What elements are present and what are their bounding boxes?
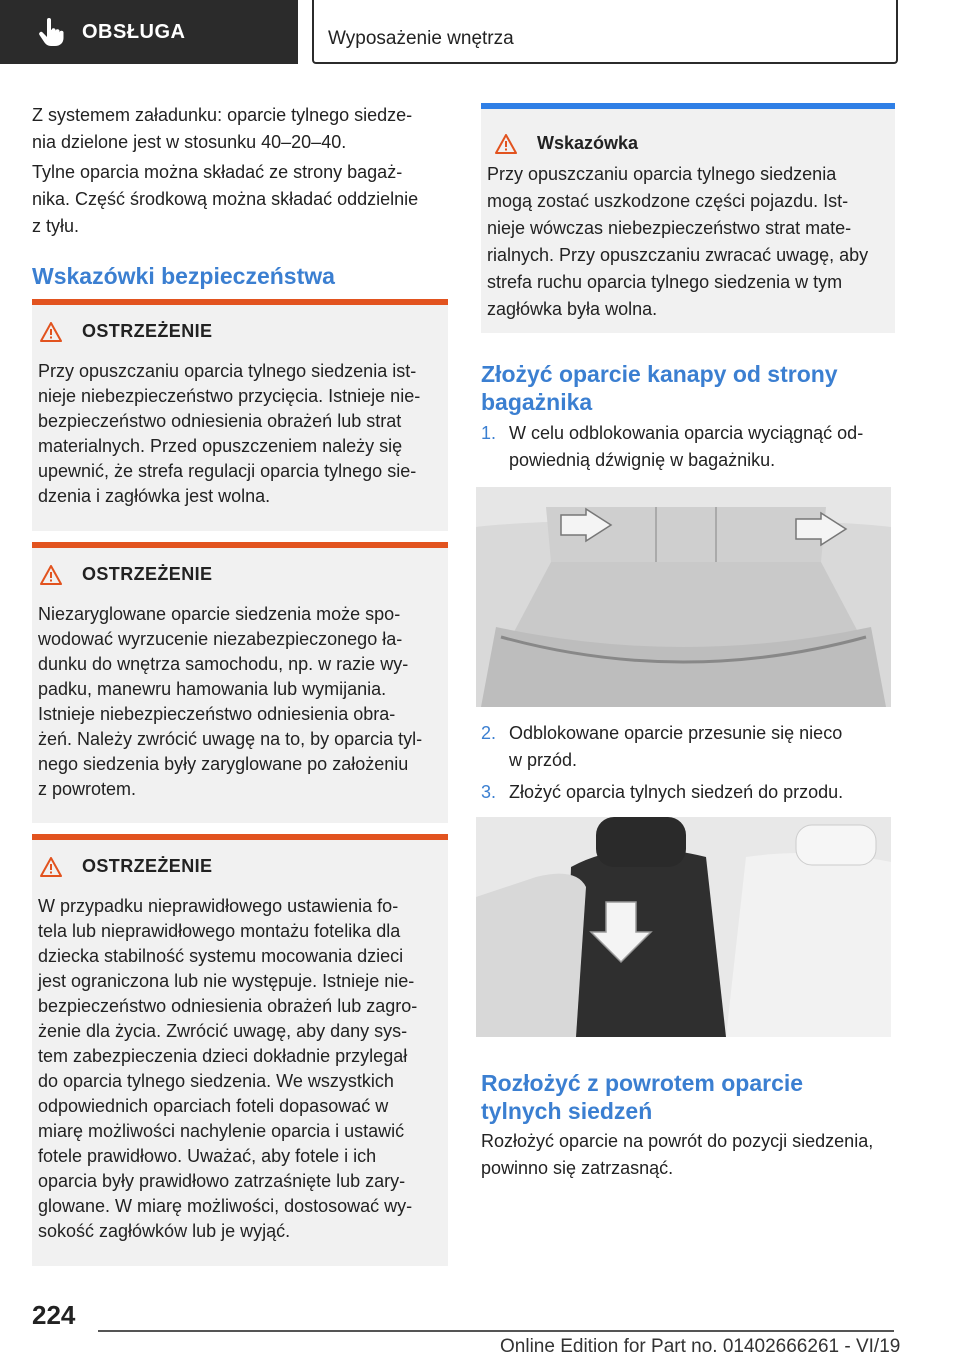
warning-triangle-icon	[40, 565, 62, 585]
warning-box	[32, 299, 448, 531]
page-number: 224	[32, 1300, 76, 1330]
chapter-title: Wyposażenie wnętrza	[328, 28, 514, 49]
trunk-image	[476, 487, 891, 707]
warning-bar	[32, 834, 448, 840]
warning-triangle-icon	[40, 322, 62, 342]
list-item	[481, 420, 895, 474]
step-list	[481, 720, 895, 806]
warning-header	[40, 321, 212, 342]
warning-title: OSTRZEŻENIE	[82, 564, 213, 584]
step-number: 2.	[481, 723, 497, 743]
step-text: Złożyć oparcia tylnych siedzeń do przodu.	[509, 782, 844, 802]
intro-paragraph-1: Z systemem załadunku: oparcie tylnego siedze‐ nia dzielone jest w stosunku 40–20–40.	[32, 105, 413, 152]
section-label: OBSŁUGA	[82, 20, 186, 43]
unfold-heading: Rozłożyć z powrotem oparcie tylnych siedzeń	[481, 1070, 804, 1124]
warning-title: OSTRZEŻENIE	[82, 321, 213, 341]
warning-text: Niezaryglowane oparcie siedzenia może spo‐ wodować wyrzucenie niezabezpieczonego ła‐ dunku do wnętrza samochodu, np. w razie wy‐ padku, manewru hamowania lub wymijania. Istnieje niebezpieczeństwo odniesienia obra‐ żeń. Należy zwrócić uwagę na to, by oparcia tyl‐ nego siedzenia były zaryglowane po założeniu z powrotem.	[38, 604, 423, 799]
warning-title: OSTRZEŻENIE	[82, 856, 213, 876]
seat-image	[476, 817, 891, 1037]
warning-bar	[32, 542, 448, 548]
warning-triangle-icon	[495, 134, 517, 154]
step-number: 1.	[481, 423, 497, 443]
step-number: 3.	[481, 782, 497, 802]
list-item	[481, 720, 895, 774]
warning-bar	[32, 299, 448, 305]
note-box	[481, 103, 895, 333]
warning-box	[32, 542, 448, 823]
section-tab	[0, 0, 298, 64]
note-title: Wskazówka	[537, 133, 639, 153]
note-header	[495, 133, 638, 154]
hand-pointer-icon	[36, 17, 66, 47]
intro-paragraph-2: Tylne oparcia można składać ze strony bagaż‐ nika. Część środkową można składać oddzielnie z tyłu.	[32, 162, 419, 236]
warning-text: W przypadku nieprawidłowego ustawienia fo‐ tela lub nieprawidłowego montażu fotelika dla dziecka stabilność systemu mocowania dzieci jest ograniczona lub nie występuje. Istnieje nie‐ bezpieczeństwo odniesienia obrażeń lub zagro‐ żenie dla życia. Zwrócić uwagę, aby dany sys‐ tem zabezpieczenia dzieci dokładnie przylegał do oparcia tylnego siedzenia. We wszystkich odpowiednich oparciach foteli dopasować w miarę możliwości nachylenie oparcia i ustawić fotele prawidłowo. Uważać, aby fotele i ich oparcia były prawidłowo zatrzaśnięte lub zary‐ glowane. W miarę możliwości, dostosować wy‐ sokość zagłówków lub je wyjąć.	[38, 896, 418, 1241]
edition-text: Online Edition for Part no. 01402666261 - VI/19	[500, 1336, 901, 1357]
warning-box	[32, 834, 448, 1266]
chapter-header	[312, 0, 898, 64]
step-list	[481, 420, 895, 474]
note-text: Przy opuszczaniu oparcia tylnego siedzenia mogą zostać uszkodzone części pojazdu. Ist‐ nieje wówczas niebezpieczeństwo strat mate‐ rialnych. Przy opuszczaniu zwracać uwagę, aby strefa ruchu oparcia tylnego siedzenia w tym zagłówka była wolna.	[487, 164, 869, 319]
safety-heading: Wskazówki bezpieczeństwa	[32, 263, 335, 289]
footer-divider	[98, 1330, 894, 1332]
unfold-text: Rozłożyć oparcie na powrót do pozycji siedzenia, powinno się zatrzasnąć.	[481, 1131, 874, 1178]
step-text: Odblokowane oparcie przesunie się nieco w przód.	[509, 723, 843, 770]
note-bar	[481, 103, 895, 109]
list-item	[481, 779, 895, 806]
step-text: W celu odblokowania oparcia wyciągnąć od‐ powiednią dźwignię w bagażniku.	[509, 423, 864, 470]
fold-heading: Złożyć oparcie kanapy od strony bagażnika	[481, 361, 838, 415]
warning-triangle-icon	[40, 857, 62, 877]
warning-text: Przy opuszczaniu oparcia tylnego siedzenia ist‐ nieje niebezpieczeństwo przycięcia. Istnieje nie‐ bezpieczeństwo odniesienia obrażeń lub strat materialnych. Przed opuszczeniem należy się upewnić, że strefa regulacji oparcia tylnego sie‐ dzenia i zagłówka jest wolna.	[38, 361, 421, 506]
warning-header	[40, 856, 212, 877]
warning-header	[40, 564, 212, 585]
